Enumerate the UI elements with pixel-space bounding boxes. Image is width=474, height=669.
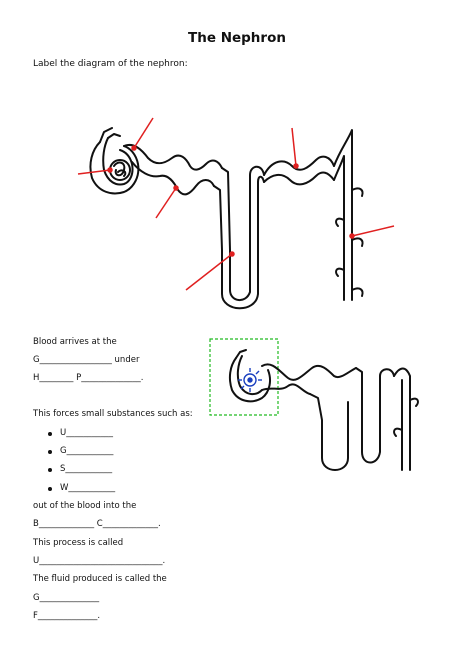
- text-process-called: This process is called: [33, 538, 124, 548]
- text-ultrafiltration-blank: U_____________________________.: [33, 556, 166, 566]
- text-filtrate-f-blank: F______________.: [33, 611, 101, 621]
- bullet-dot: [48, 432, 52, 436]
- bullet-item: S___________: [60, 464, 113, 474]
- text-blood-arrives: Blood arrives at the: [33, 337, 117, 347]
- text-pressure-blank: H________ P______________.: [33, 373, 144, 383]
- text-out-of-blood: out of the blood into the: [33, 501, 137, 511]
- instruction-text: Label the diagram of the nephron:: [33, 59, 188, 69]
- text-filtrate-g-blank: G______________: [33, 593, 100, 603]
- bullet-item: G___________: [60, 446, 114, 456]
- page-title: The Nephron: [188, 30, 286, 46]
- bullet-dot: [48, 450, 52, 454]
- text-fluid-called: The fluid produced is called the: [33, 574, 167, 584]
- text-glomerulus-blank: G_________________ under: [33, 355, 140, 365]
- bullet-dot: [48, 487, 52, 491]
- text-forces-small: This forces small substances such as:: [33, 409, 193, 419]
- bullet-item: W___________: [60, 483, 116, 493]
- bullet-item: U___________: [60, 428, 113, 438]
- bullet-dot: [48, 468, 52, 472]
- text-capsule-blank: B_____________ C_____________.: [33, 519, 161, 529]
